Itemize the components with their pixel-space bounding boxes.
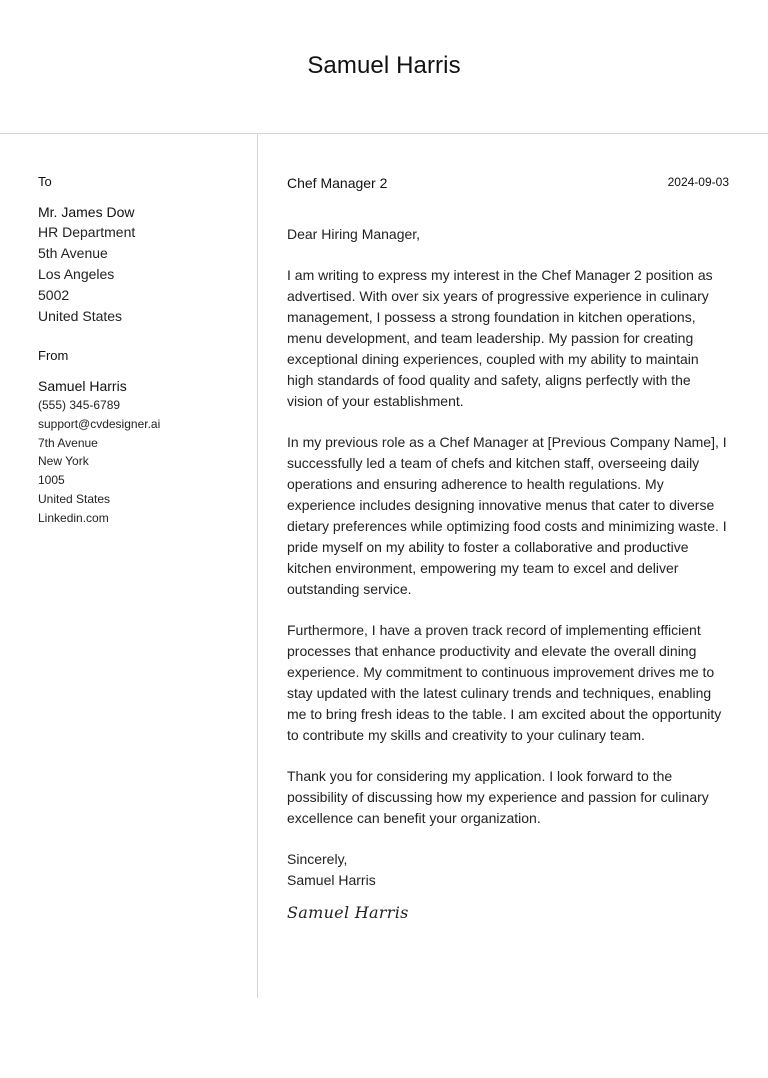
body-paragraph: In my previous role as a Chef Manager at [Previous Company Name], I successfully led a team of chefs and kitchen staff, overseeing daily operations and ensuring adherence to health regulations. My experience includes designing innovative menus that cater to diverse dietary preferences while optimizing food costs and minimizing waste. I pride myself on my ability to foster a collaborative and productive kitchen environment, empowering my team to excel and deliver outstanding service.: [287, 434, 727, 597]
body-paragraph: Furthermore, I have a proven track record of implementing efficient processes that enhance productivity and elevate the overall dining experience. My commitment to continuous improvement drives me to stay updated with the latest culinary trends and techniques, enabling me to bring fresh ideas to the table. I am excited about the opportunity to contribute my skills and creativity to your culinary team.: [287, 622, 722, 743]
letter-date: 2024-09-03: [667, 175, 729, 189]
sender-country: United States: [38, 491, 111, 506]
sender-email: support@cvdesigner.ai: [38, 416, 161, 431]
sender-contact: [38, 396, 243, 528]
letter-body: [287, 174, 729, 922]
sender-heading: From: [38, 348, 69, 363]
recipient-postal-code: 5002: [38, 287, 70, 303]
sender-postal-code: 1005: [38, 473, 65, 488]
recipient-name: Mr. James Dow: [38, 204, 135, 220]
handwritten-signature: Samuel Harris: [287, 903, 409, 922]
header-divider: [0, 133, 768, 134]
recipient-city: Los Angeles: [38, 266, 115, 282]
recipient-street: 5th Avenue: [38, 245, 108, 261]
position-title: Chef Manager 2: [287, 175, 388, 191]
recipient-country: United States: [38, 308, 123, 324]
body-paragraph: I am writing to express my interest in the Chef Manager 2 position as advertised. With over six years of progressive experience in culinary management, I possess a strong foundation in kitchen operations, menu development, and team leadership. My passion for creating exceptional dining experiences, coupled with my ability to maintain high standards of food quality and safety, aligns perfectly with the vision of your establishment.: [287, 267, 713, 409]
closing-phrase: Sincerely,: [287, 851, 348, 867]
sender-linkedin: Linkedin.com: [38, 510, 109, 525]
recipient-heading: To: [38, 174, 52, 189]
sender-city: New York: [38, 454, 89, 469]
sidebar: [38, 174, 243, 528]
salutation: Dear Hiring Manager,: [287, 226, 421, 242]
recipient-address: [38, 222, 243, 327]
applicant-name-title: Samuel Harris: [307, 52, 461, 79]
sender-phone: (555) 345-6789: [38, 398, 121, 412]
sender-street: 7th Avenue: [38, 435, 98, 450]
closing-block: [287, 849, 729, 891]
sender-name: Samuel Harris: [38, 378, 127, 394]
body-paragraph: Thank you for considering my application. I look forward to the possibility of discussing how my experience and passion for culinary excellence can benefit your organization.: [287, 768, 709, 826]
column-divider: [257, 134, 258, 998]
letter-meta: [287, 174, 729, 192]
recipient-department: HR Department: [38, 224, 136, 240]
closing-name: Samuel Harris: [287, 872, 376, 888]
letter-header: [0, 0, 768, 134]
